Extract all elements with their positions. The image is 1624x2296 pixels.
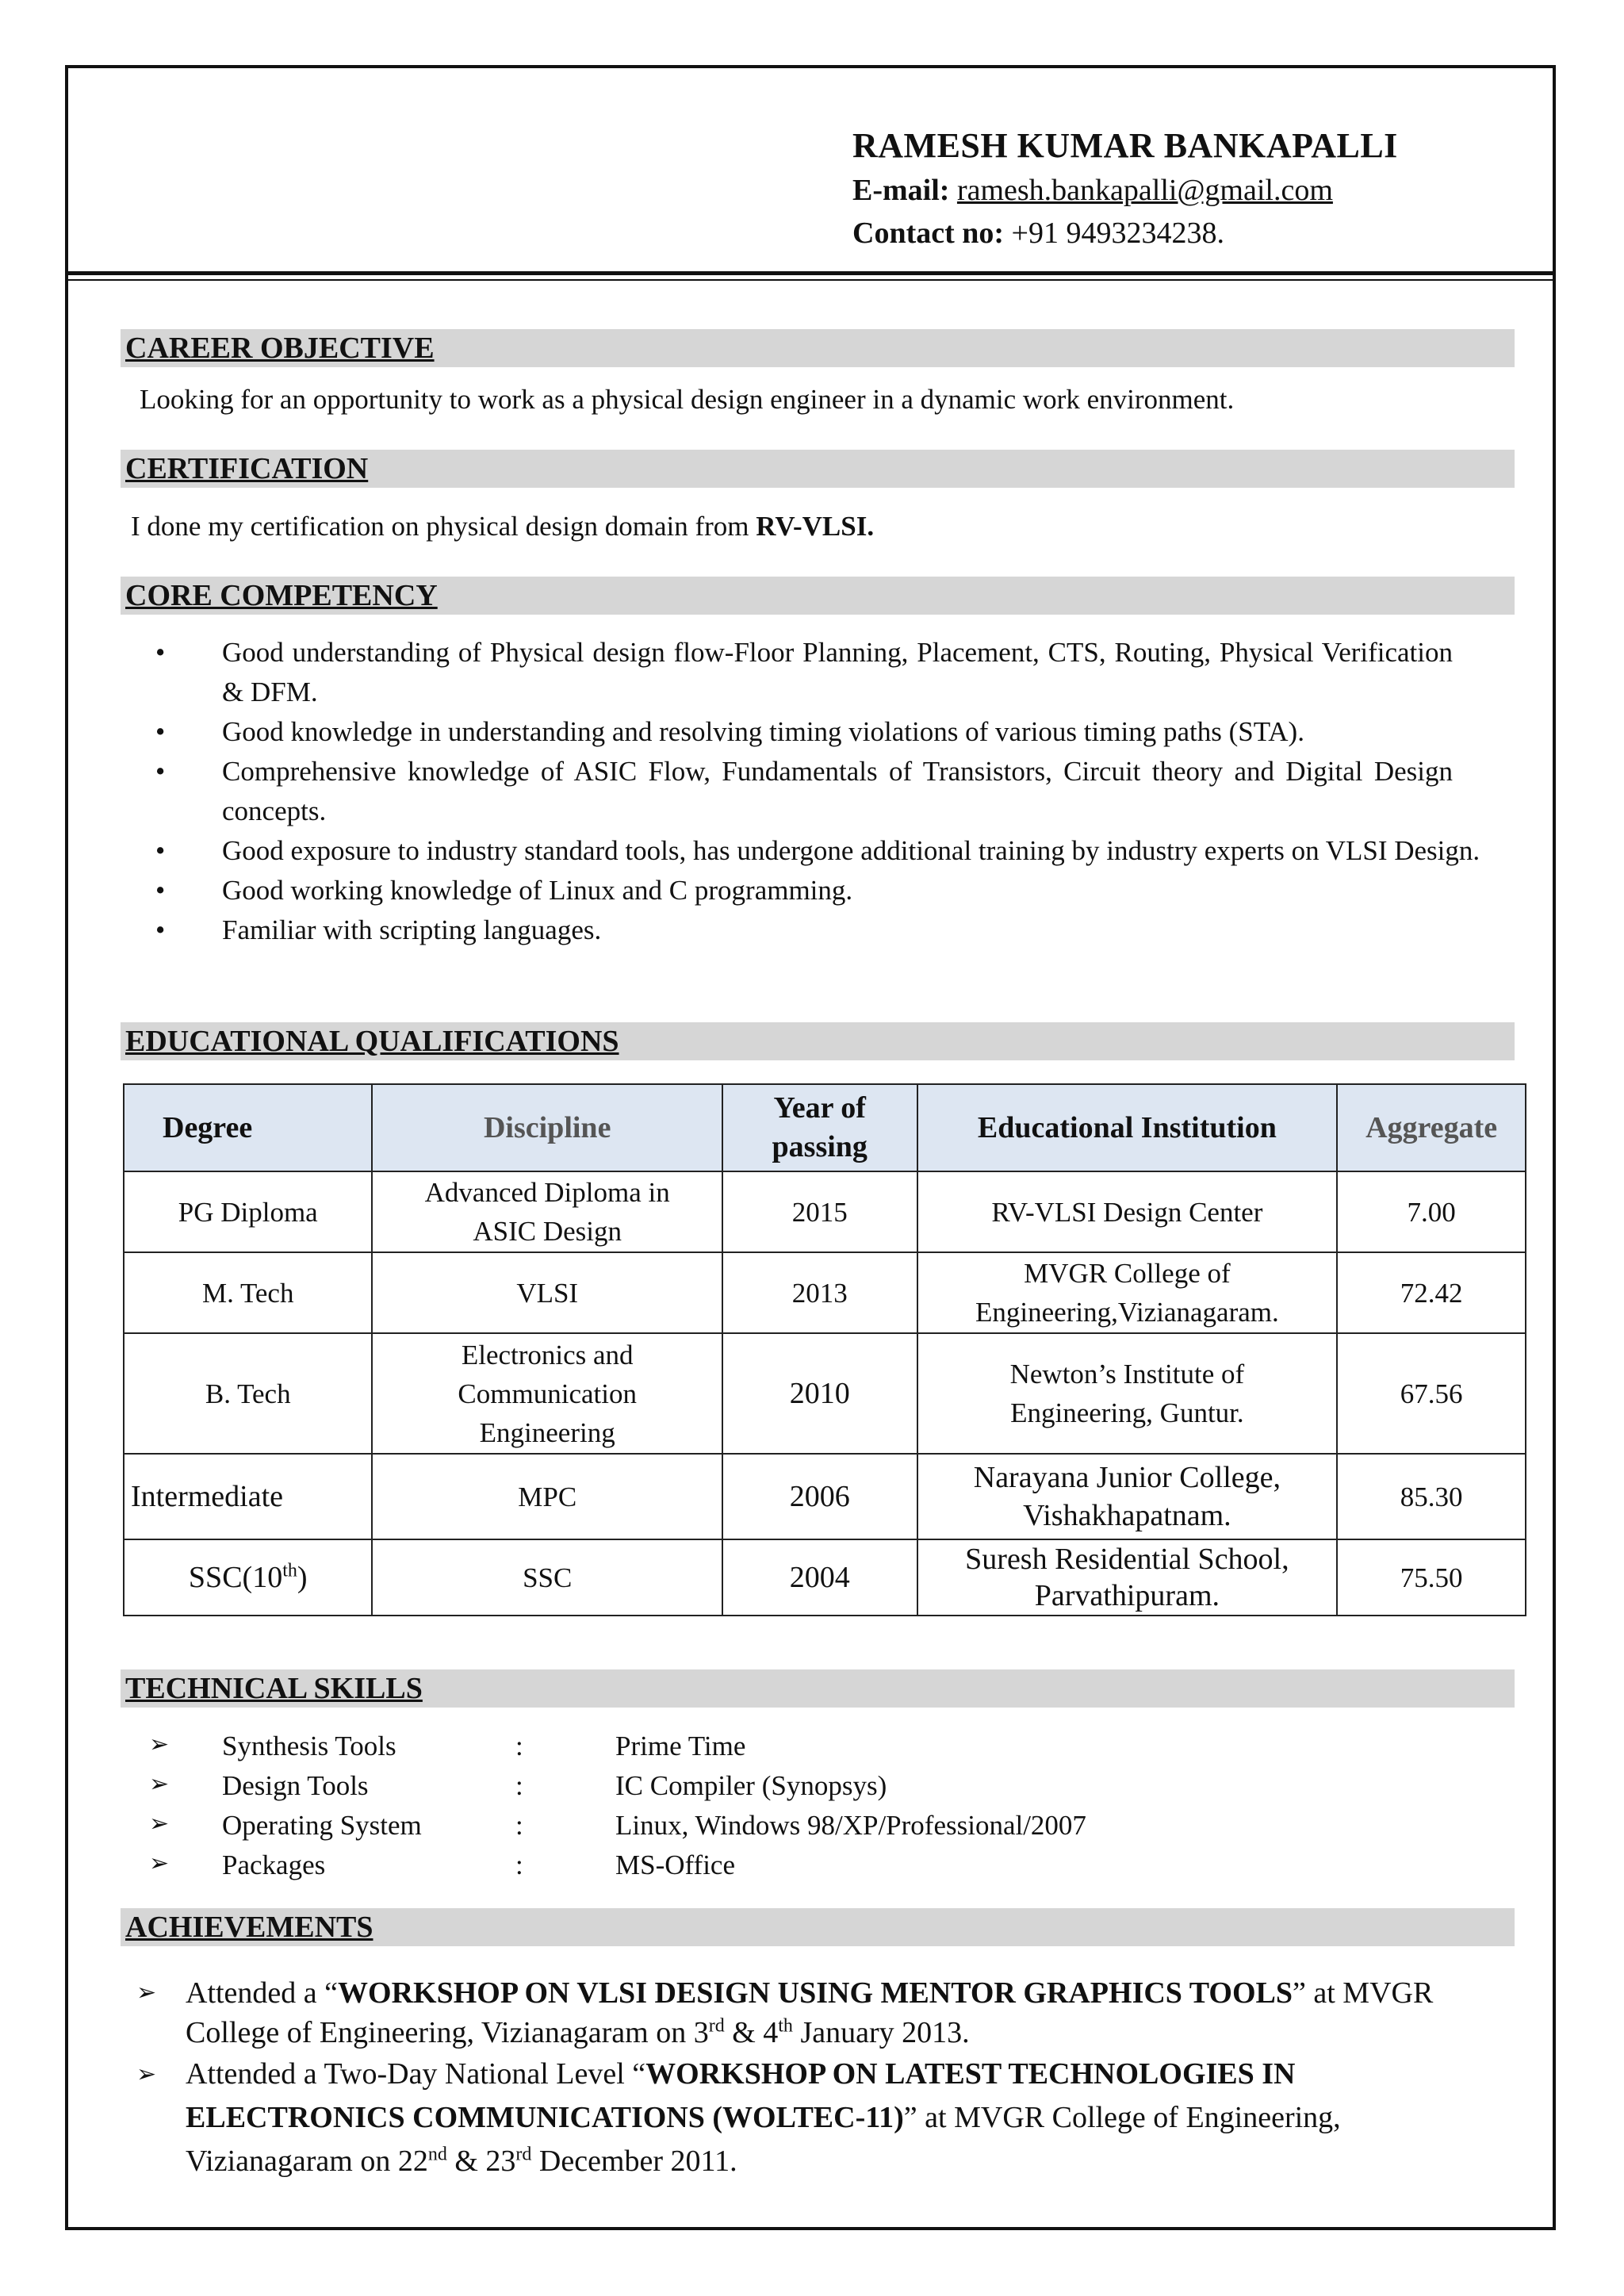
contact-label: Contact no: <box>852 217 1005 250</box>
list-item: • Comprehensive knowledge of ASIC Flow, Fundamentals of Transistors, Circuit theory and Digital Design concepts. <box>155 752 1453 831</box>
col-header-discipline: Discipline <box>372 1084 722 1171</box>
email-label: E-mail: <box>852 174 950 207</box>
cell-degree: Intermediate <box>124 1454 372 1539</box>
section-title: CAREER OBJECTIVE <box>125 332 435 365</box>
cell-year: 2015 <box>722 1171 917 1252</box>
skill-value: Prime Time <box>615 1731 746 1761</box>
skill-value: Linux, Windows 98/XP/Professional/2007 <box>615 1810 1086 1841</box>
achievements-list <box>136 1973 1492 2183</box>
header-divider-thin <box>68 279 1553 281</box>
section-education <box>121 1022 1515 1060</box>
table-row <box>124 1333 1526 1454</box>
cell-discipline: SSC <box>372 1539 722 1616</box>
cell-aggregate: 85.30 <box>1337 1454 1526 1539</box>
col-header-degree: Degree <box>124 1084 372 1171</box>
table-header-row <box>124 1084 1526 1171</box>
col-header-year: Year of passing <box>722 1084 917 1171</box>
skill-value: IC Compiler (Synopsys) <box>615 1770 887 1801</box>
cell-degree: SSC(10th) <box>124 1539 372 1616</box>
cell-institution: RV-VLSI Design Center <box>917 1171 1338 1252</box>
cell-year: 2013 <box>722 1252 917 1333</box>
section-certification <box>121 450 1515 488</box>
list-item: • Good knowledge in understanding and resolving timing violations of various timing paths (STA). <box>155 712 1453 752</box>
cell-discipline: Advanced Diploma in ASIC Design <box>372 1171 722 1252</box>
cell-aggregate: 72.42 <box>1337 1252 1526 1333</box>
skill-separator: : <box>515 1849 523 1880</box>
cell-year: 2006 <box>722 1454 917 1539</box>
table-row <box>124 1171 1526 1252</box>
list-item: • Good exposure to industry standard tools, has undergone additional training by industry experts on VLSI Design. <box>155 831 1508 871</box>
section-title: CERTIFICATION <box>125 452 369 485</box>
arrow-bullet-icon: ➢ <box>136 1980 157 2006</box>
email-line <box>852 173 1333 208</box>
education-table <box>123 1083 1526 1616</box>
core-competency-list <box>155 633 1516 950</box>
skill-value: MS-Office <box>615 1849 735 1880</box>
cell-aggregate: 75.50 <box>1337 1539 1526 1616</box>
list-item: • Good understanding of Physical design flow-Floor Planning, Placement, CTS, Routing, Physical Verification & DFM. <box>155 633 1453 712</box>
arrow-bullet-icon: ➢ <box>149 1850 170 1876</box>
cell-degree: PG Diploma <box>124 1171 372 1252</box>
table-row <box>124 1539 1526 1616</box>
section-title: EDUCATIONAL QUALIFICATIONS <box>125 1025 619 1058</box>
cell-year: 2004 <box>722 1539 917 1616</box>
col-header-aggregate: Aggregate <box>1337 1084 1526 1171</box>
skill-separator: : <box>515 1731 523 1761</box>
arrow-bullet-icon: ➢ <box>149 1811 170 1837</box>
cell-aggregate: 7.00 <box>1337 1171 1526 1252</box>
cell-discipline: VLSI <box>372 1252 722 1333</box>
section-title: CORE COMPETENCY <box>125 579 438 612</box>
arrow-bullet-icon: ➢ <box>149 1731 170 1757</box>
list-item: • Good working knowledge of Linux and C programming. <box>155 871 1453 910</box>
section-title: TECHNICAL SKILLS <box>125 1672 423 1705</box>
cell-year: 2010 <box>722 1333 917 1454</box>
cell-degree: M. Tech <box>124 1252 372 1333</box>
table-row <box>124 1454 1526 1539</box>
contact-number: +91 9493234238. <box>1011 217 1224 250</box>
cell-discipline: Electronics and Communication Engineering <box>372 1333 722 1454</box>
section-career-objective <box>121 329 1515 367</box>
skill-name: Packages <box>222 1849 326 1880</box>
skill-name: Operating System <box>222 1810 422 1841</box>
skill-name: Synthesis Tools <box>222 1731 396 1761</box>
list-item: • Familiar with scripting languages. <box>155 910 1453 950</box>
cell-discipline: MPC <box>372 1454 722 1539</box>
candidate-name: RAMESH KUMAR BANKAPALLI <box>852 126 1398 165</box>
section-technical-skills <box>121 1669 1515 1708</box>
cell-institution: Suresh Residential School, Parvathipuram. <box>917 1539 1338 1616</box>
certification-text <box>131 511 874 542</box>
col-header-institution: Educational Institution <box>917 1084 1338 1171</box>
cell-institution: MVGR College of Engineering,Vizianagaram. <box>917 1252 1338 1333</box>
certification-text-prefix: I done my certification on physical design domain from <box>131 511 756 542</box>
header-divider <box>68 271 1553 275</box>
section-achievements <box>121 1908 1515 1946</box>
section-core-competency <box>121 577 1515 615</box>
arrow-bullet-icon: ➢ <box>136 2061 157 2087</box>
career-objective-text: Looking for an opportunity to work as a physical design engineer in a dynamic work environment. <box>140 384 1235 415</box>
skill-separator: : <box>515 1810 523 1841</box>
cell-aggregate: 67.56 <box>1337 1333 1526 1454</box>
cell-institution: Narayana Junior College, Vishakhapatnam. <box>917 1454 1338 1539</box>
email-link[interactable]: ramesh.bankapalli@gmail.com <box>956 174 1333 207</box>
skill-separator: : <box>515 1770 523 1801</box>
list-item: ➢ Attended a Two-Day National Level “WORKSHOP ON LATEST TECHNOLOGIES IN ELECTRONICS COMMUNICATIONS (WOLTEC-11)” at MVGR College of Engineering, Vizianagaram on 22nd & 23rd December 2011. <box>136 2053 1492 2183</box>
skill-name: Design Tools <box>222 1770 369 1801</box>
contact-line <box>852 216 1224 251</box>
cell-institution: Newton’s Institute of Engineering, Guntur. <box>917 1333 1338 1454</box>
arrow-bullet-icon: ➢ <box>149 1771 170 1797</box>
section-title: ACHIEVEMENTS <box>125 1911 373 1944</box>
cell-degree: B. Tech <box>124 1333 372 1454</box>
list-item: ➢ Attended a “WORKSHOP ON VLSI DESIGN USING MENTOR GRAPHICS TOOLS” at MVGR College of Engineering, Vizianagaram on 3rd & 4th January 2013. <box>136 1973 1492 2053</box>
certification-provider: RV-VLSI. <box>756 511 875 542</box>
table-row <box>124 1252 1526 1333</box>
